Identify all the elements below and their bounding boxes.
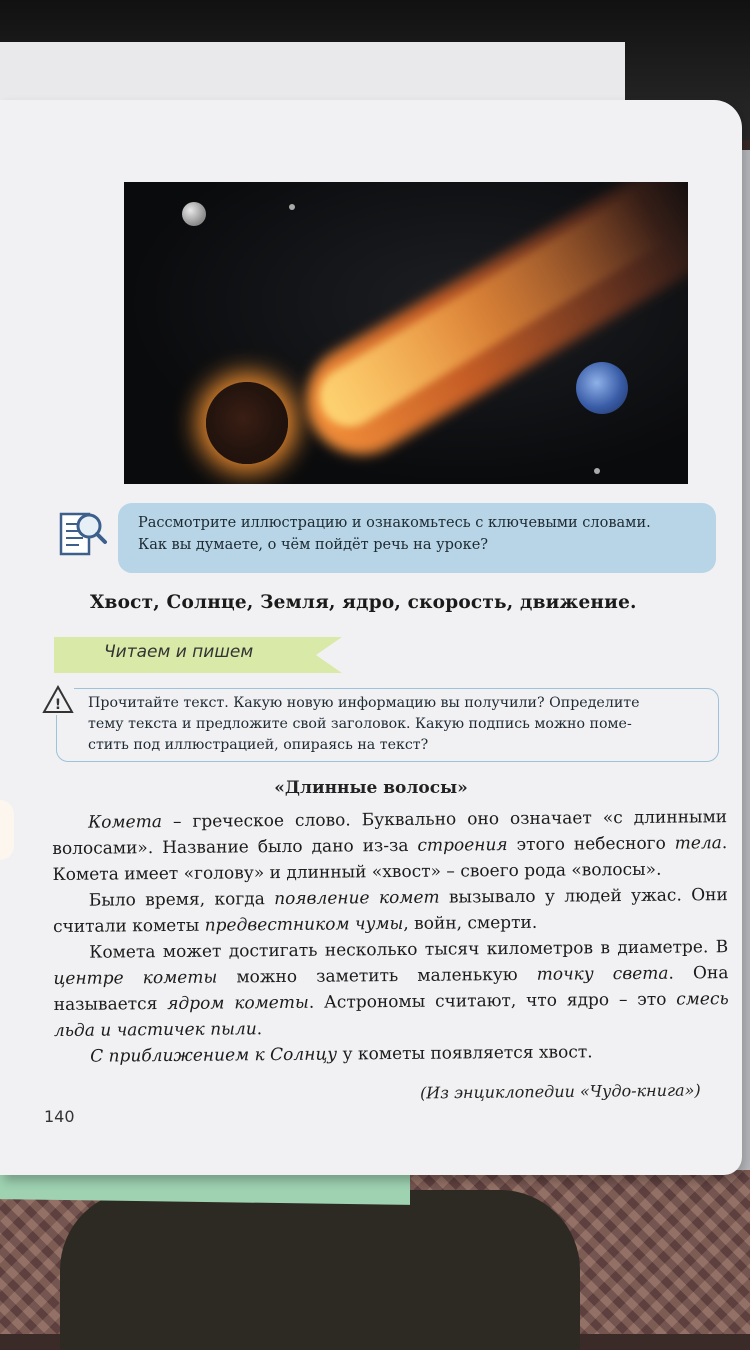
reading-line-1: Прочитайте текст. Какую новую информацию вы получили? Определите	[88, 695, 640, 711]
finger-sliver	[0, 800, 14, 860]
text-span: этого небесного	[507, 833, 675, 856]
term-harbinger: предвестником чумы	[204, 913, 404, 936]
term-body: тела	[674, 833, 722, 854]
article-body	[52, 804, 729, 1070]
text-span: вызывало у людей ужас. Они считали кометы	[52, 885, 728, 937]
source-citation: (Из энциклопедии «Чудо-книга»)	[419, 1080, 701, 1103]
term-structure: строения	[417, 835, 508, 856]
reading-line-2: тему текста и предложите свой заголовок. Какую подпись можно поме-	[88, 716, 632, 732]
term-comet: Комета	[88, 812, 163, 833]
comet-nucleus	[206, 382, 288, 464]
knee-shadow	[60, 1190, 580, 1350]
text-span: – греческое слово. Буквально оно означает «с длинными волосами». Название было дано из-за	[52, 807, 728, 859]
section-title: Читаем и пишем	[104, 642, 254, 662]
text-span: Было время, когда	[88, 889, 275, 911]
document-magnifier-icon	[55, 508, 109, 564]
text-span: у кометы появляется хвост.	[337, 1042, 593, 1065]
svg-text:!: !	[54, 697, 62, 713]
article-title: «Длинные волосы»	[274, 778, 468, 798]
paragraph-1	[52, 804, 728, 888]
text-span: . Комета имеет «голову» и длинный «хвост» – своего рода «волосы».	[52, 833, 728, 885]
keywords: Хвост, Солнце, Земля, ядро, скорость, движение.	[90, 592, 637, 613]
text-span: . Она называется	[53, 963, 729, 1015]
term-nucleus: ядром кометы	[167, 992, 309, 1015]
text-span: Комета может достигать несколько тысяч километров в диаметре. В	[89, 937, 729, 963]
reading-instruction	[88, 693, 708, 756]
paragraph-2	[53, 882, 728, 940]
star	[594, 468, 600, 474]
term-center: центре кометы	[53, 967, 218, 989]
task-line-2: Как вы думаете, о чём пойдёт речь на уроке?	[138, 537, 489, 553]
text-span: .	[256, 1019, 263, 1040]
comet-illustration	[124, 182, 688, 484]
warning-triangle-icon	[42, 685, 74, 715]
moon-image	[182, 202, 206, 226]
text-span: можно заметить маленькую	[217, 964, 537, 988]
star	[289, 204, 295, 210]
paragraph-3	[53, 934, 729, 1044]
term-appearance: появление комет	[274, 887, 440, 910]
term-ice-dust: смесь льда и частичек пыли	[53, 989, 729, 1041]
earth-image	[576, 362, 628, 414]
page-number: 140	[44, 1107, 75, 1126]
reading-line-3: стить под иллюстрацией, опираясь на текст?	[88, 737, 429, 753]
term-approach-sun: С приближением к Солнцу	[90, 1044, 338, 1067]
text-span: . Астрономы считают, что ядро – это	[308, 989, 677, 1013]
task-line-1: Рассмотрите иллюстрацию и ознакомьтесь с ключевыми словами.	[138, 515, 651, 531]
text-span: , войн, смерти.	[403, 912, 538, 934]
term-light-point: точку света	[536, 963, 669, 985]
task-instruction	[138, 512, 708, 556]
